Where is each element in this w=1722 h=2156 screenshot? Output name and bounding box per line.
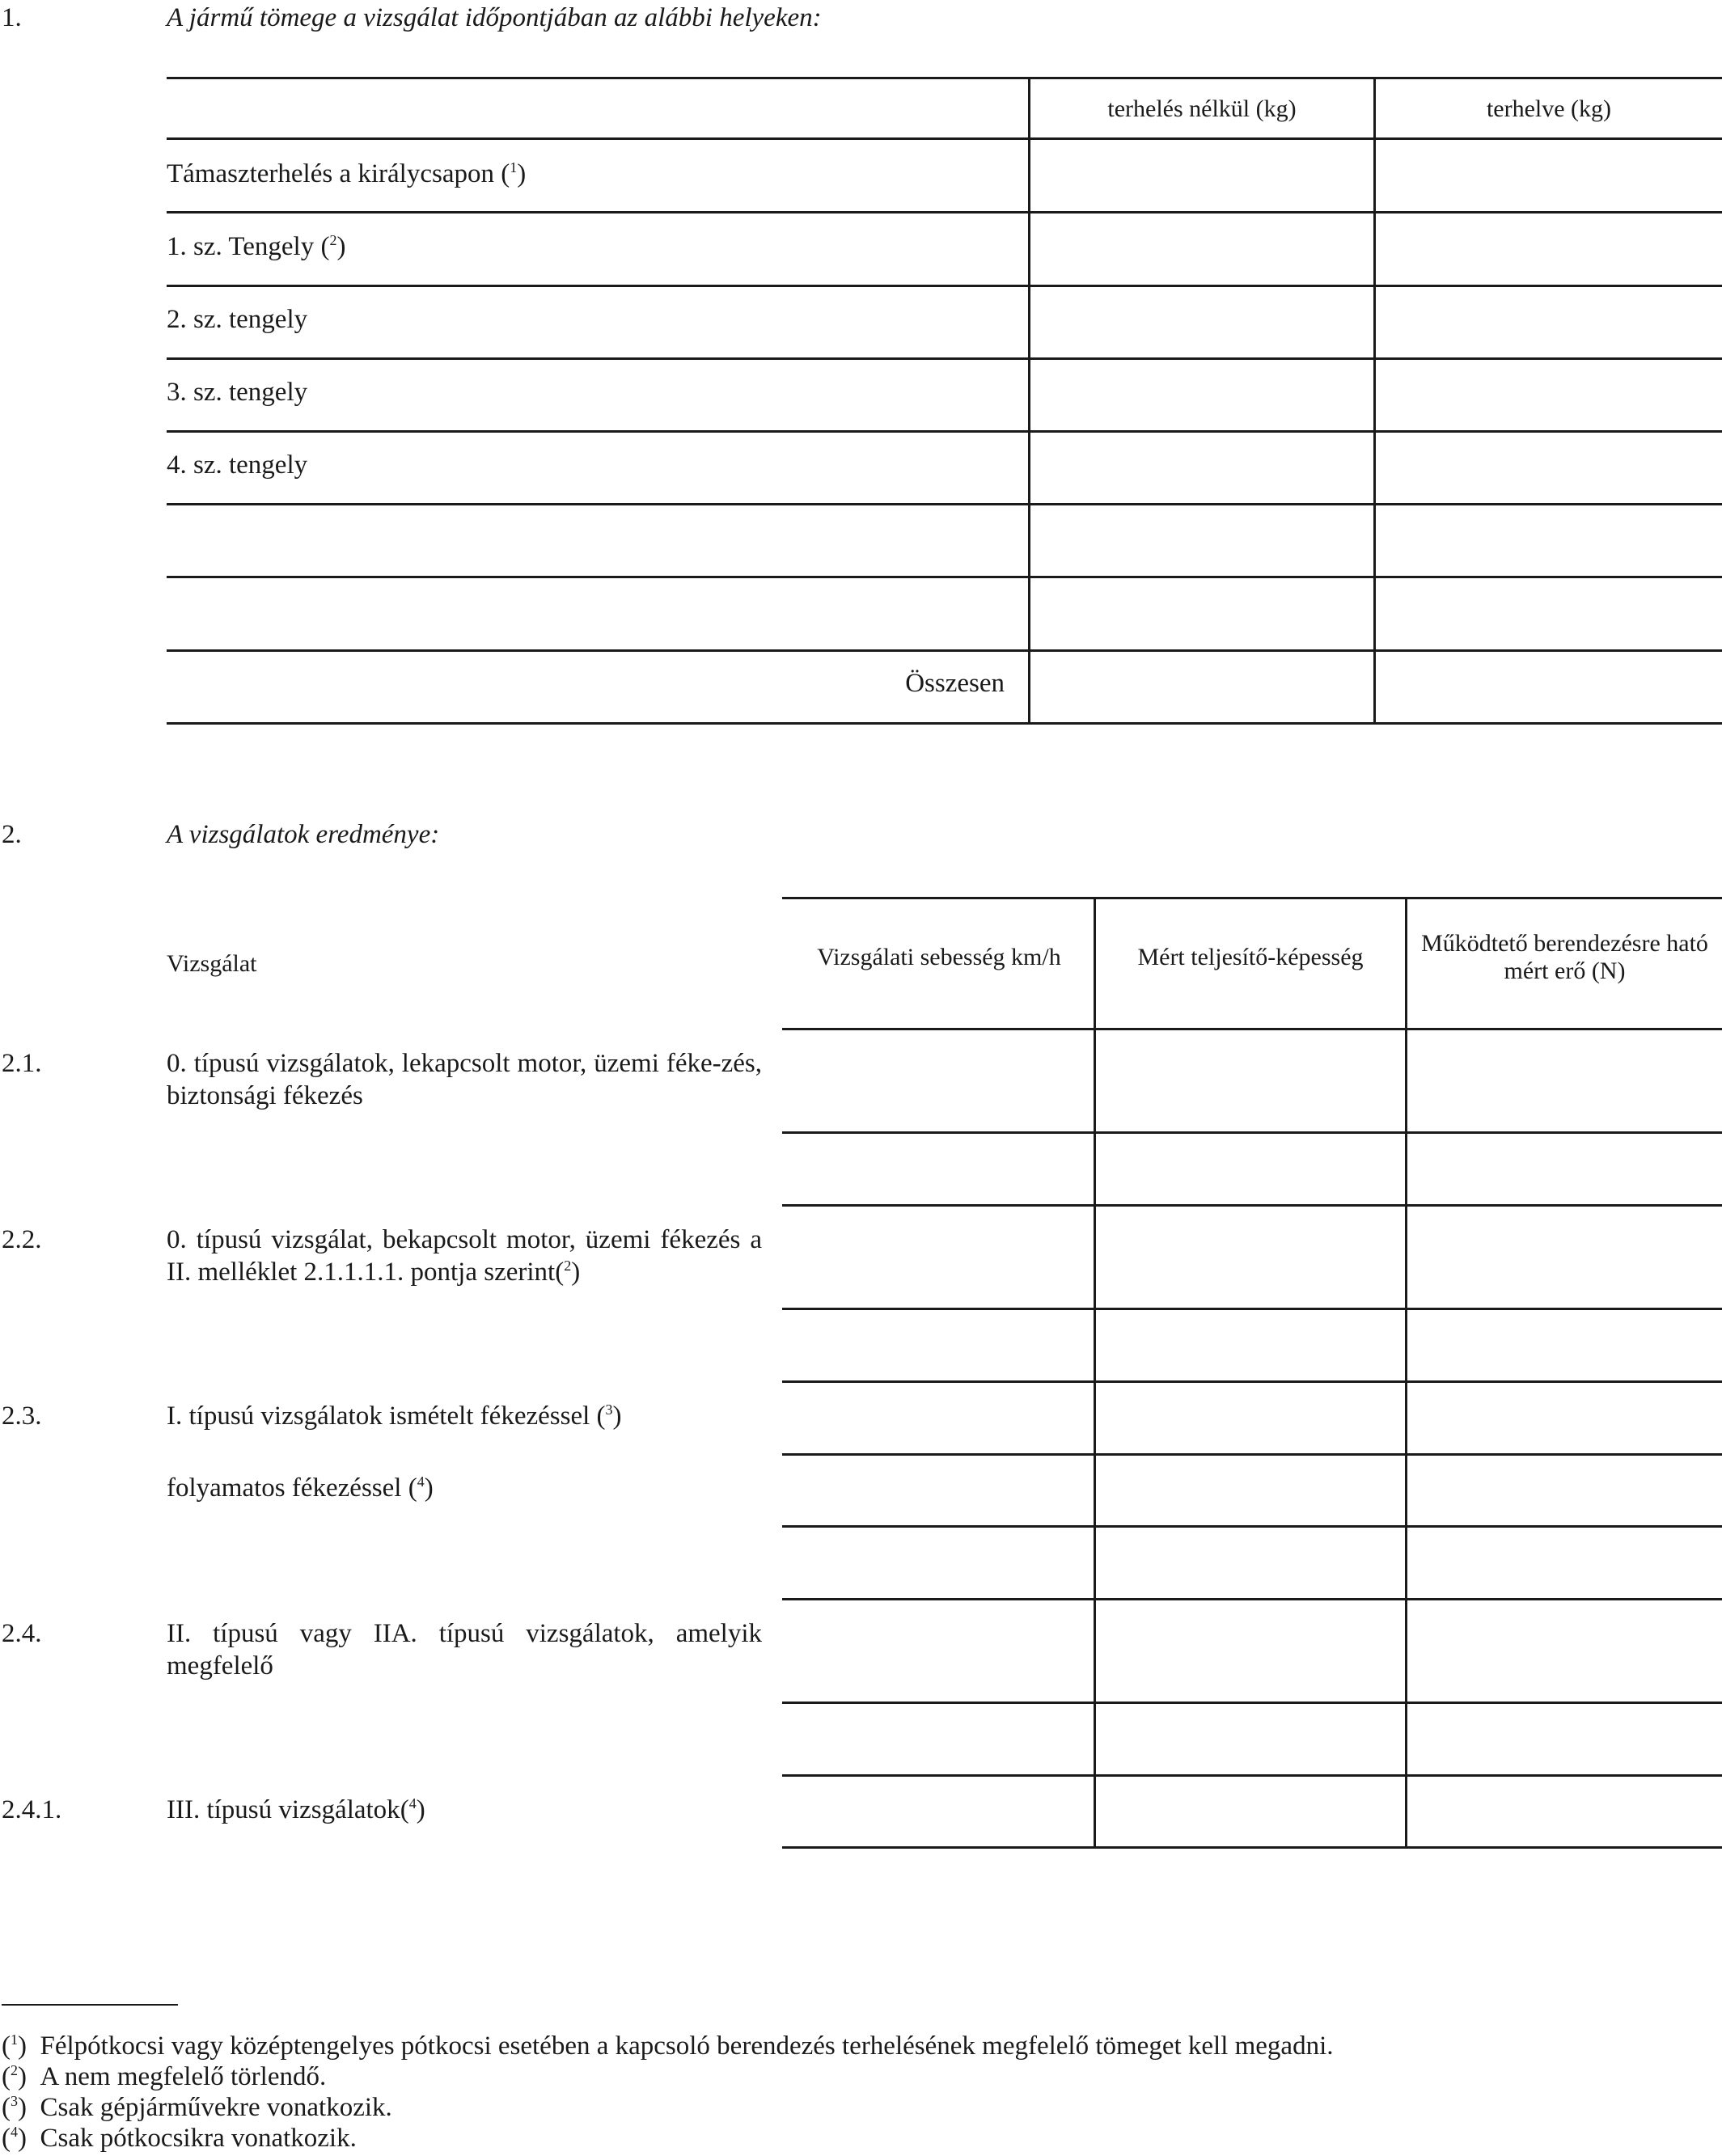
item-number: 2.3. [2,1401,42,1431]
item-text: 0. típusú vizsgálat, bekapcsolt motor, üzemi fékezés a II. melléklet 2.1.1.1.1. pontja szerint($^2$) [167,1225,762,1287]
col-header-performance: Mért teljesítő-képesség [1137,944,1364,970]
row-label-axle-1: 1. sz. Tengely ($^2$) [167,232,346,261]
row-label-axle-4: 4. sz. tengely [167,450,308,480]
footnote: ($^1$) Félpótkocsi vagy középtengelyes pótkocsi esetében a kapcsoló berendezés terhelésének megfelelő tömeget kell megadni. [2,2031,1334,2061]
item-sub-text: folyamatos fékezéssel ($^4$) [167,1473,434,1503]
footnote: ($^4$) Csak pótkocsikra vonatkozik. [2,2124,357,2153]
footnote: ($^2$) A nem megfelelő törlendő. [2,2062,327,2091]
col-header-unloaded: terhelés nélkül (kg) [1107,95,1297,122]
item-number: 2.2. [2,1225,42,1254]
item-text: I. típusú vizsgálatok ismételt fékezéssel ($^3$) [167,1401,622,1431]
item-number: 2.1. [2,1049,42,1078]
footnote-ref: 1 [510,159,518,175]
section-2-number: 2. [2,820,22,849]
footnote-ref: 4 [408,1795,417,1811]
col-header-loaded: terhelve (kg) [1486,95,1612,122]
row-label-axle-3: 3. sz. tengely [167,378,308,407]
footnote-ref: 2 [564,1258,572,1274]
footnote-ref: 4 [417,1473,425,1490]
section-1-number: 1. [2,3,22,32]
footnote-ref: 2 [329,232,337,248]
footnote-separator [2,2004,178,2006]
row-label-total: Összesen [905,669,1005,698]
footnote-ref: 3 [605,1401,613,1418]
section-1-title: A jármű tömege a vizsgálat időpontjában az alábbi helyeken: [167,3,822,32]
item-text: 0. típusú vizsgálatok, lekapcsolt motor, üzemi féke-zés, biztonsági fékezés [167,1049,762,1110]
item-number: 2.4. [2,1619,42,1648]
row-label-kingpin: Támaszterhelés a királycsapon ($^1$) [167,159,527,188]
item-number: 2.4.1. [2,1795,62,1824]
section-2-title: A vizsgálatok eredménye: [167,820,440,849]
item-text: II. típusú vagy IIA. típusú vizsgálatok, amelyik megfelelő [167,1619,762,1680]
item-text: III. típusú vizsgálatok($^4$) [167,1795,425,1824]
row-label-axle-2: 2. sz. tengely [167,305,308,334]
col-header-test: Vizsgálat [167,950,257,977]
footnote: ($^3$) Csak gépjárművekre vonatkozik. [2,2093,392,2122]
col-header-force: Működtető berendezésre ható mért erő (N) [1421,930,1708,984]
col-header-speed: Vizsgálati sebesség km/h [817,944,1061,970]
